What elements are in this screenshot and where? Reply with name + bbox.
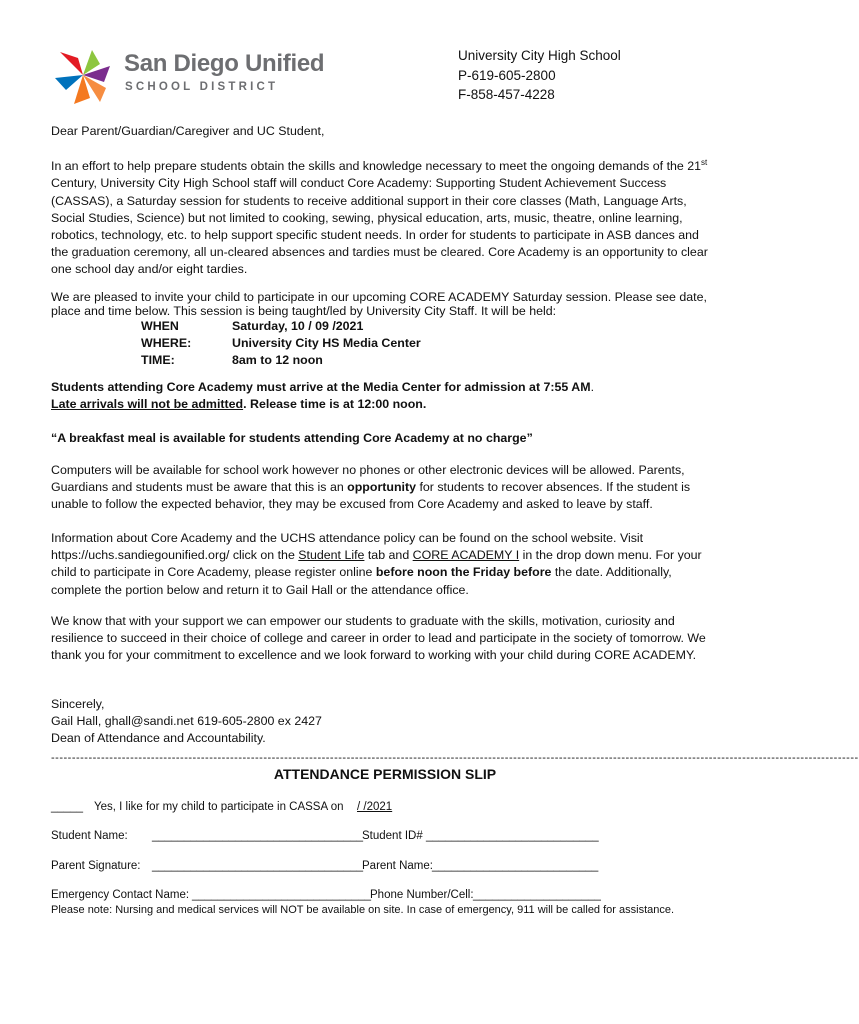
arrival-dot: . <box>590 380 595 394</box>
arrival-text: Students attending Core Academy must arrive at the Media Center for admission at 7:55 AM <box>51 380 591 394</box>
student-life-link[interactable]: Student Life <box>298 548 365 563</box>
signer-contact: Gail Hall, ghall@sandi.net 619-605-2800 ex 2427 <box>51 714 322 729</box>
detail-label: WHERE: <box>141 336 192 350</box>
phone-label: Phone Number/Cell: <box>370 889 474 901</box>
consent-text: Yes, I like for my child to participate in CASSA on <box>94 801 344 813</box>
detail-label: TIME: <box>141 353 175 367</box>
paragraph-computers <box>51 462 717 514</box>
consent-blank[interactable]: _____ <box>51 801 83 813</box>
p3-text-a: Computers will be available for school work however no phones or other electronic devices will be allowed. Parents, Guardians and students must be aware that this is an <box>51 463 685 495</box>
student-name-field[interactable]: _________________________________ <box>152 830 364 842</box>
district-logo <box>52 44 325 114</box>
release-time-text: . Release time is at 12:00 noon. <box>243 397 427 412</box>
parent-signature-field[interactable]: _________________________________ <box>152 860 364 872</box>
core-academy-link[interactable]: CORE ACADEMY I <box>412 548 520 563</box>
student-id-label: Student ID# <box>362 830 423 842</box>
parent-name-label: Parent Name: <box>362 860 433 872</box>
medical-note: Please note: Nursing and medical services will NOT be available on site. In case of emergency, 911 will be called for assistance. <box>51 904 675 916</box>
p4-text-c: in the drop down menu. For your child to participate in Core Academy, please register online <box>51 548 702 580</box>
logo-subtitle: SCHOOL DISTRICT <box>125 81 279 93</box>
p1-sup: st <box>701 158 708 167</box>
detail-value: Saturday, 10 / 09 /2021 <box>232 319 364 333</box>
school-fax: F-858-457-4228 <box>458 87 555 102</box>
detail-label: WHEN <box>141 319 179 333</box>
p4-text-a: Information about Core Academy and the UCHS attendance policy can be found on the school website. Visit https://uchs.sandiegounified.org/ click on the <box>51 531 644 563</box>
p1-text-a: In an effort to help prepare students obtain the skills and knowledge necessary to meet the ongoing demands of the 21 <box>51 159 702 174</box>
detail-where <box>141 335 421 352</box>
paragraph-intro <box>51 154 717 279</box>
p3-bold: opportunity <box>347 480 416 495</box>
parent-name-field[interactable]: __________________________ <box>432 860 599 872</box>
phone-field[interactable]: ____________________ <box>473 889 601 901</box>
consent-date[interactable]: / /2021 <box>357 801 393 813</box>
school-contact <box>458 46 621 105</box>
slip-title: ATTENDANCE PERMISSION SLIP <box>273 766 497 782</box>
p4-bold: before noon the Friday before <box>375 565 552 580</box>
paragraph-closing: We know that with your support we can empower our students to graduate with the skills, motivation, curiosity and resilience to succeed in their choice of college and career in order to lead and participate in the society of tomorrow. We thank you for your commitment to excellence and we look forward to working with your child during CORE ACADEMY. <box>51 614 706 663</box>
late-arrivals-text: Late arrivals will not be admitted <box>51 397 244 412</box>
cut-line: -------------------------------------------------------------------------------------------------------------------------------------------------------------------------------------------------- <box>51 752 859 764</box>
p1-text-b: Century, University City High School staff will conduct Core Academy: Supporting Student Achievement Success (CASSAS), a Saturday session for students to receive additional support in their core classes (Math, Language Arts, Social Studies, Science) but not limited to cooking, sewing, physical education, arts, music, theatre, online learning, robotics, technology, etc. to help support specific student needs. In order for students to participate in ASB dances and the graduation ceremony, all un-cleared absences and tardies must be cleared. Core Academy is an opportunity to clear one school day and/or eight tardies. <box>51 176 708 277</box>
logo-name: San Diego Unified <box>124 50 325 77</box>
logo-petal-blue <box>55 75 83 90</box>
emergency-contact-label: Emergency Contact Name: <box>51 889 190 901</box>
logo-petal-red <box>60 52 83 75</box>
paragraph-info <box>51 530 717 599</box>
session-details <box>141 318 421 369</box>
closing: Sincerely, <box>51 697 105 711</box>
signature-block <box>51 696 717 748</box>
detail-time <box>141 352 421 369</box>
signer-title: Dean of Attendance and Accountability. <box>51 731 266 746</box>
star-logo-icon <box>52 44 114 106</box>
paragraph-invite: We are pleased to invite your child to participate in our upcoming CORE ACADEMY Saturday session. Please see date, place and time below. This session is being taught/led by University City Staff. It will be held: <box>51 290 707 318</box>
parent-signature-label: Parent Signature: <box>51 860 141 872</box>
salutation: Dear Parent/Guardian/Caregiver and UC Student, <box>51 124 325 138</box>
school-name: University City High School <box>458 48 621 63</box>
p4-text-d: the date. Additionally, complete the portion below and return it to Gail Hall or the attendance office. <box>51 565 672 597</box>
p4-text-b: tab and <box>364 548 413 563</box>
student-id-field[interactable]: ___________________________ <box>426 830 599 842</box>
school-phone: P-619-605-2800 <box>458 67 556 83</box>
detail-value: University City HS Media Center <box>232 336 421 350</box>
arrival-notice <box>51 379 717 413</box>
student-name-label: Student Name: <box>51 830 128 842</box>
breakfast-notice: “A breakfast meal is available for students attending Core Academy at no charge” <box>51 431 533 445</box>
detail-value: 8am to 12 noon <box>232 353 323 367</box>
detail-when <box>141 318 421 335</box>
p3-text-b: for students to recover absences. If the student is unable to follow the expected behavior, they may be excused from Core Academy and asked to leave by staff. <box>51 480 691 512</box>
emergency-contact-field[interactable]: ____________________________ <box>192 889 372 901</box>
